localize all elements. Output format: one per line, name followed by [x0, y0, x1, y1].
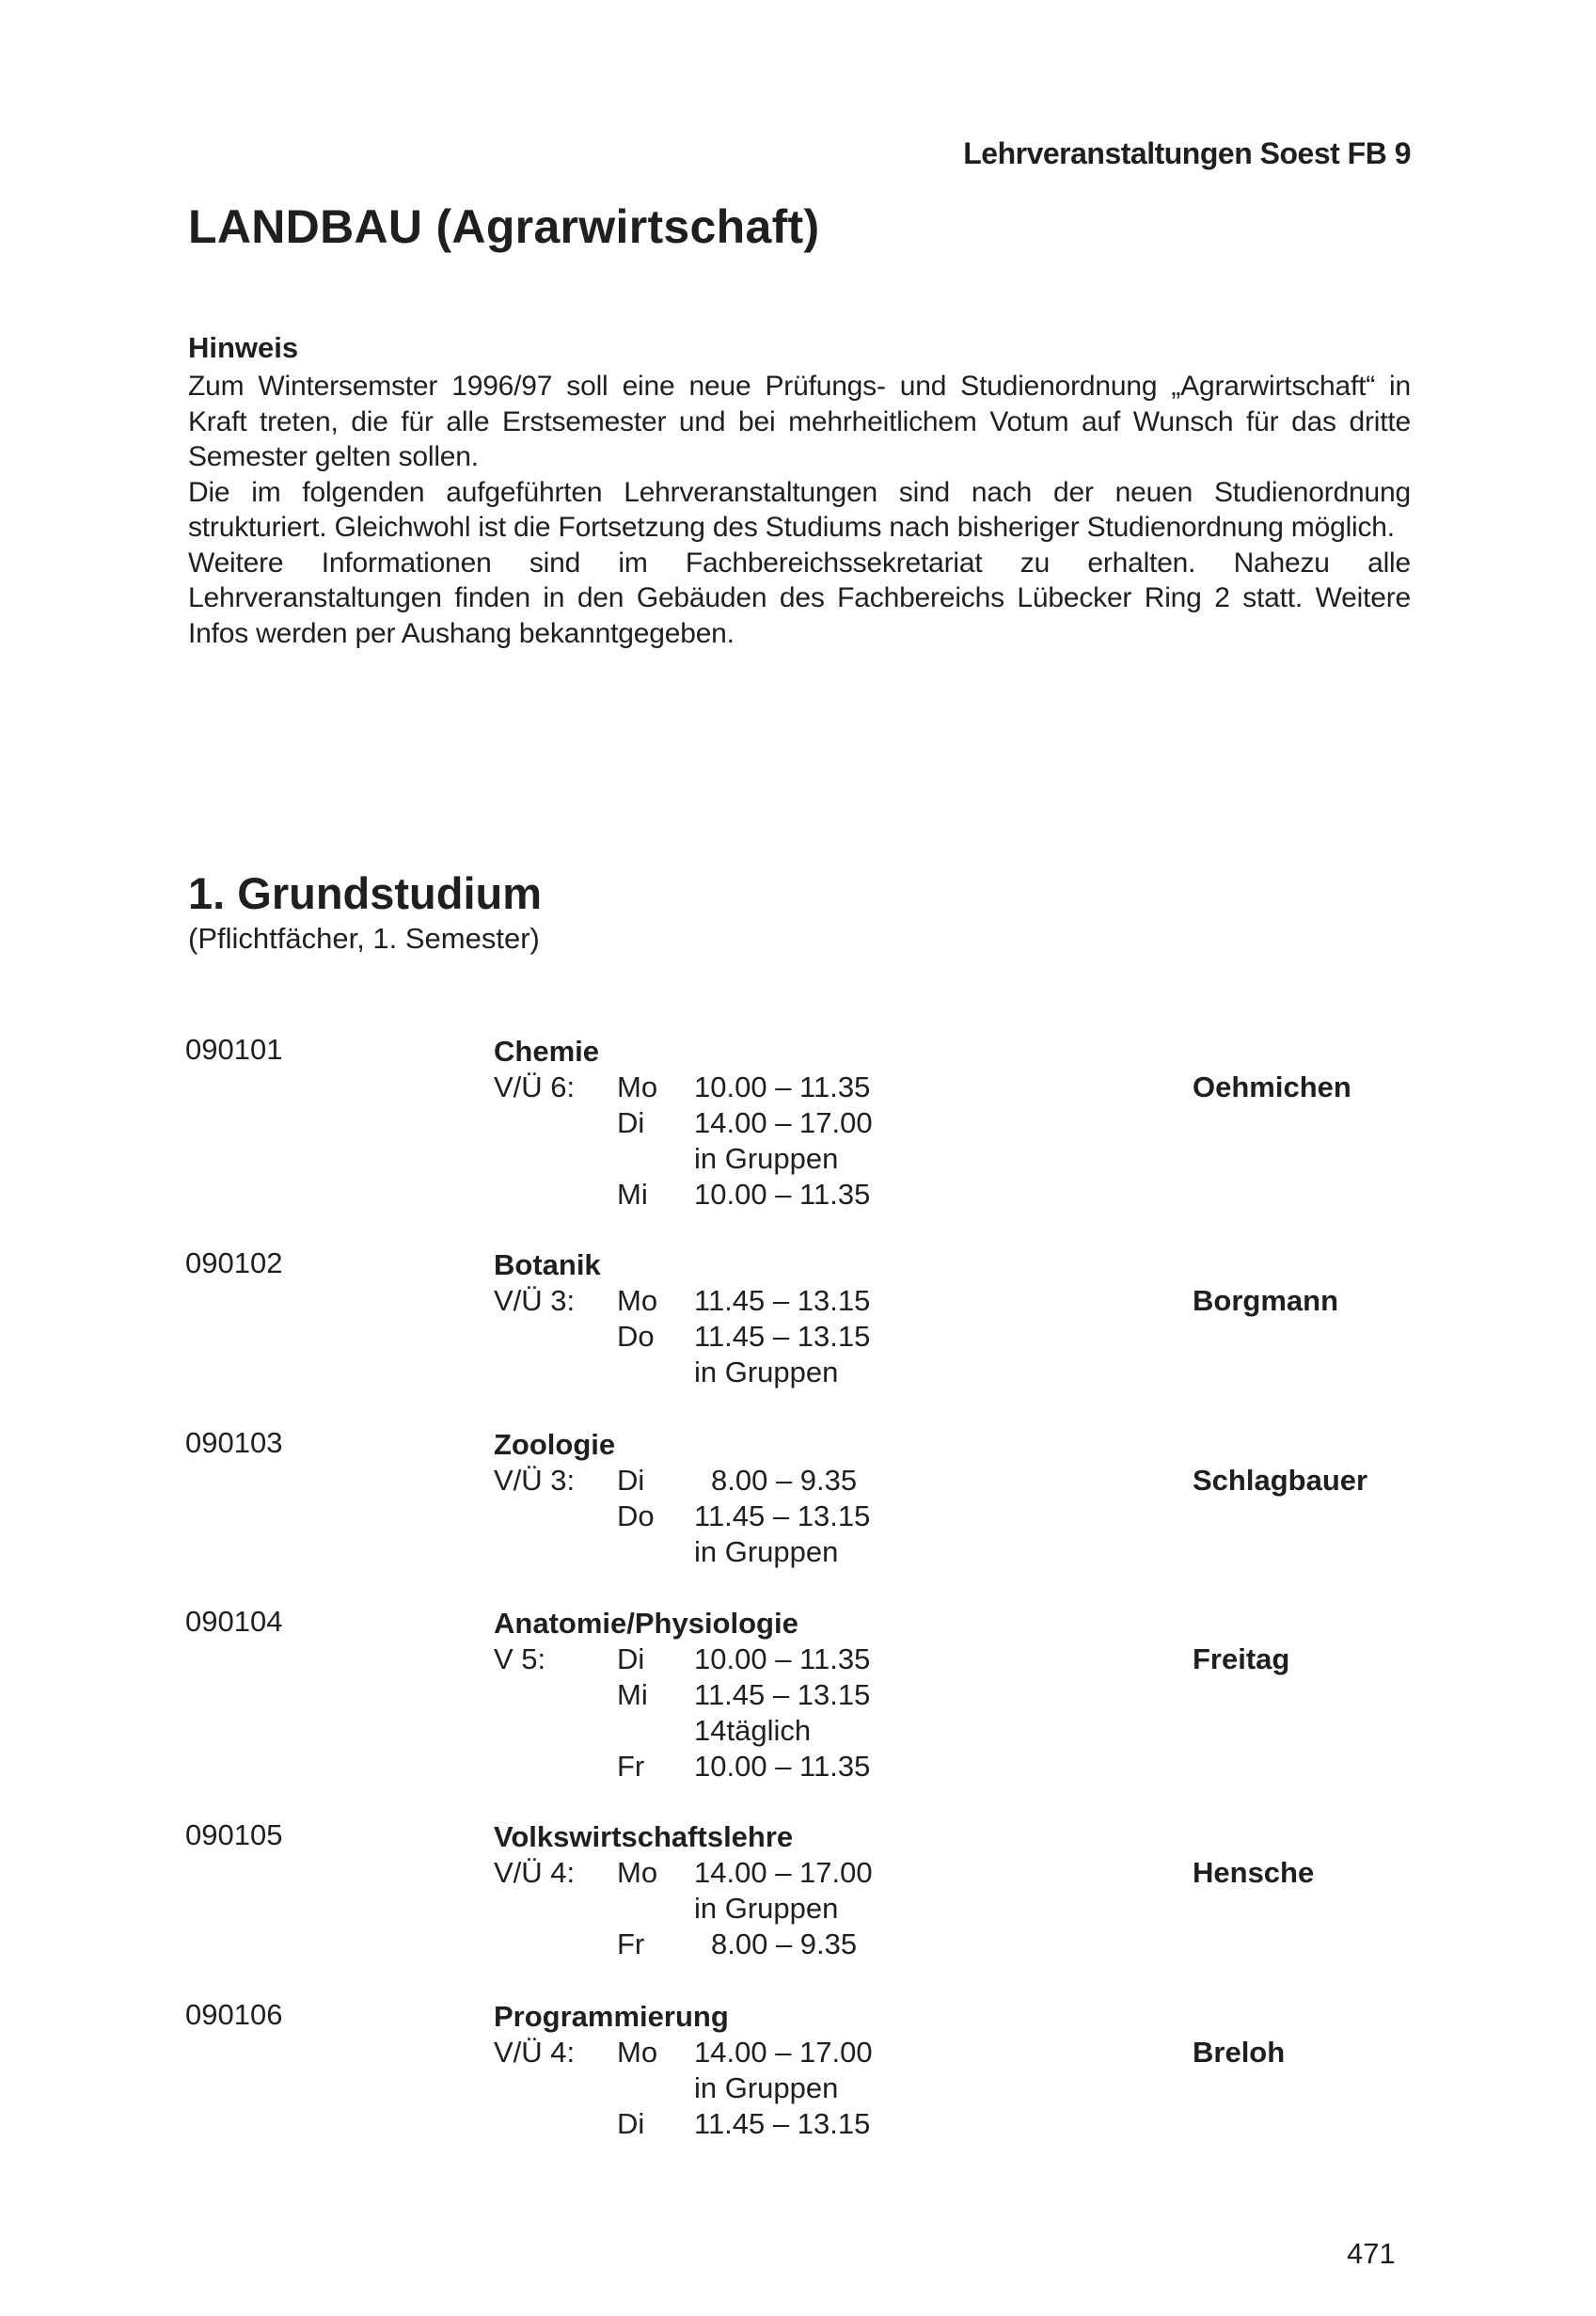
slot-note: in Gruppen: [694, 2071, 839, 2104]
course-type: V/Ü 3:: [494, 1464, 576, 1497]
slot-day: Mo: [617, 1071, 658, 1103]
course-number: 090105: [185, 1818, 283, 1851]
section-subtitle: (Pflichtfächer, 1. Semester): [188, 922, 540, 955]
running-header: Lehrveranstaltungen Soest FB 9: [963, 136, 1411, 170]
slot-day: Di: [617, 1642, 645, 1675]
slot-time: 11.45 – 13.15: [694, 1320, 871, 1353]
slot-note: 14täglich: [694, 1714, 812, 1747]
slot-day: Di: [617, 1464, 645, 1497]
slot-day: Do: [617, 1499, 655, 1532]
course-number: 090103: [185, 1426, 283, 1459]
course-lecturer: Schlagbauer: [1193, 1464, 1368, 1497]
slot-note: in Gruppen: [694, 1356, 839, 1388]
course-name: Volkswirtschaftslehre: [494, 1820, 794, 1853]
slot-note: in Gruppen: [694, 1535, 839, 1568]
course-type: V/Ü 3:: [494, 1284, 576, 1317]
course-type: V/Ü 6:: [494, 1071, 576, 1103]
course-lecturer: Hensche: [1193, 1856, 1315, 1889]
course-lecturer: Freitag: [1193, 1642, 1290, 1675]
slot-time: 11.45 – 13.15: [694, 2107, 871, 2140]
slot-day: Mo: [617, 2036, 658, 2069]
slot-time: 10.00 – 11.35: [694, 1642, 871, 1675]
slot-day: Di: [617, 1106, 645, 1139]
notice-paragraph: Zum Wintersemster 1996/97 soll eine neue Prüfungs- und Studienordnung „Agrarwirtschaft“ in Kraft treten, die für alle Erstsemester und bei mehrheitlichem Votum auf Wunsch für das dritte Semester gelten sollen.: [188, 371, 1411, 472]
course-name: Chemie: [494, 1035, 599, 1068]
course-number: 090104: [185, 1605, 283, 1638]
slot-day: Do: [617, 1320, 655, 1353]
course-lecturer: Oehmichen: [1193, 1071, 1351, 1103]
slot-day: Mi: [617, 1678, 648, 1711]
slot-time: 11.45 – 13.15: [694, 1284, 871, 1317]
slot-time: 11.45 – 13.15: [694, 1499, 871, 1532]
slot-time: 8.00 – 9.35: [711, 1464, 858, 1497]
course-number: 090102: [185, 1246, 283, 1279]
course-lecturer: Borgmann: [1193, 1284, 1338, 1317]
notice-paragraph: Weitere Informationen sind im Fachbereichssekretariat zu erhalten. Nahezu alle Lehrveranstaltungen finden in den Gebäuden des Fachbereichs Lübecker Ring 2 statt. Weitere Infos werden per Aushang bekanntgegeben.: [188, 547, 1411, 649]
course-type: V/Ü 4:: [494, 1856, 576, 1889]
slot-time: 8.00 – 9.35: [711, 1927, 858, 1960]
course-name: Zoologie: [494, 1428, 616, 1461]
slot-day: Mo: [617, 1856, 658, 1889]
slot-time: 14.00 – 17.00: [694, 1856, 873, 1889]
notice-paragraph: Die im folgenden aufgeführten Lehrveranstaltungen sind nach der neuen Studienordnung strukturiert. Gleichwohl ist die Fortsetzung des Studiums nach bisheriger Studienordnung möglich.: [188, 476, 1411, 543]
course-name: Anatomie/Physiologie: [494, 1607, 798, 1640]
slot-note: in Gruppen: [694, 1142, 839, 1175]
slot-time: 11.45 – 13.15: [694, 1678, 871, 1711]
slot-day: Fr: [617, 1750, 645, 1783]
section-title: 1. Grundstudium: [188, 868, 542, 918]
slot-time: 14.00 – 17.00: [694, 1106, 873, 1139]
slot-day: Fr: [617, 1927, 645, 1960]
slot-time: 10.00 – 11.35: [694, 1750, 871, 1783]
course-lecturer: Breloh: [1193, 2036, 1286, 2069]
course-type: V 5:: [494, 1642, 546, 1675]
page-title: LANDBAU (Agrarwirtschaft): [188, 200, 820, 253]
course-name: Programmierung: [494, 2000, 729, 2033]
slot-day: Mo: [617, 1284, 658, 1317]
notice-heading: Hinweis: [188, 331, 299, 364]
course-number: 090101: [185, 1033, 283, 1066]
slot-day: Di: [617, 2107, 645, 2140]
page-number: 471: [1347, 2237, 1396, 2270]
slot-time: 14.00 – 17.00: [694, 2036, 873, 2069]
course-number: 090106: [185, 1998, 283, 2031]
slot-day: Mi: [617, 1178, 648, 1211]
slot-note: in Gruppen: [694, 1892, 839, 1925]
notice-block: [188, 331, 1411, 651]
slot-time: 10.00 – 11.35: [694, 1178, 871, 1211]
course-type: V/Ü 4:: [494, 2036, 576, 2069]
course-name: Botanik: [494, 1248, 601, 1281]
slot-time: 10.00 – 11.35: [694, 1071, 871, 1103]
